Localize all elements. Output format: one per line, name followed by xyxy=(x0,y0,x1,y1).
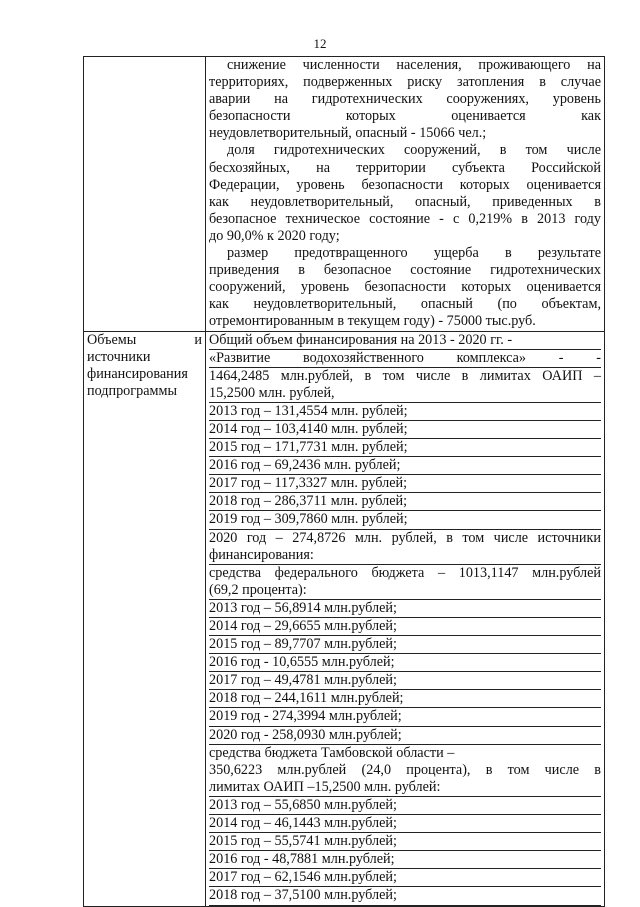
text-line: средства бюджета Тамбовской области – xyxy=(209,744,455,761)
text-line: 2017 год – 49,4781 млн.рублей; xyxy=(209,672,601,690)
text-line: доля гидротехнических сооружений, в том числе xyxy=(227,142,601,159)
text-line: 2016 год - 10,6555 млн.рублей; xyxy=(209,654,601,672)
text-line: размер предотвращенного ущерба в результате xyxy=(227,245,601,262)
text-line: до 90,0% к 2020 году; xyxy=(209,227,340,244)
text-line: финансирования xyxy=(87,365,188,382)
text-line: 2019 год - 274,3994 млн.рублей; xyxy=(209,708,601,726)
passport-table xyxy=(83,56,605,907)
text-line: финансирования: xyxy=(209,547,601,565)
text-line: 2017 год – 117,3327 млн. рублей; xyxy=(209,475,601,493)
text-line: 2018 год – 286,3711 млн. рублей; xyxy=(209,493,601,511)
text-line: Федерации, уровень безопасности которых оценивается xyxy=(209,176,601,193)
text-line: отремонтированным в текущем году) - 75000 тыс.руб. xyxy=(209,313,536,330)
text-line: 2015 год – 171,7731 млн. рублей; xyxy=(209,439,601,457)
text-line: безопасное техническое состояние - с 0,219% в 2013 году xyxy=(209,210,601,227)
row2-left-cell xyxy=(84,331,206,906)
page-number: 12 xyxy=(313,36,327,51)
text-line: территориях, подверженных риску затопления в случае xyxy=(209,74,601,91)
text-line: снижение численности населения, проживающего на xyxy=(227,57,601,73)
text-line: 2020 год – 274,8726 млн. рублей, в том числе источники xyxy=(209,529,601,546)
text-line: 2013 год – 131,4554 млн. рублей; xyxy=(209,403,601,421)
text-line: 2013 год – 56,8914 млн.рублей; xyxy=(209,600,601,618)
text-line: 2016 год – 69,2436 млн. рублей; xyxy=(209,457,601,475)
text-line: лимитах ОАИП –15,2500 млн. рублей: xyxy=(209,779,601,797)
text-line: 15,2500 млн. рублей, xyxy=(209,385,601,403)
text-line: Общий объем финансирования на 2013 - 2020 гг. - xyxy=(209,332,601,350)
text-line: Объемы и xyxy=(87,331,202,348)
text-line: 2014 год – 46,1443 млн.рублей; xyxy=(209,815,601,833)
text-line: приведения в безопасное состояние гидротехнических xyxy=(209,262,601,279)
text-line: 1464,2485 млн.рублей, в том числе в лимитах ОАИП – xyxy=(209,367,601,384)
text-line: 2016 год - 48,7881 млн.рублей; xyxy=(209,851,601,869)
text-line: сооружений, уровень безопасности которых оценивается xyxy=(209,279,601,296)
row1-left-cell xyxy=(84,57,206,332)
text-line: аварии на гидротехнических сооружениях, уровень xyxy=(209,91,601,108)
table-row xyxy=(84,331,605,906)
text-line: 350,6223 млн.рублей (24,0 процента), в том числе в xyxy=(209,761,601,778)
text-line: «Развитие водохозяйственного комплекса» - - xyxy=(209,350,601,368)
text-line: (69,2 процента): xyxy=(209,582,601,600)
text-line: 2020 год - 258,0930 млн.рублей; xyxy=(209,727,601,745)
row1-right-cell xyxy=(206,57,605,332)
text-line: безопасности которых оценивается как xyxy=(209,108,601,125)
text-line: 2017 год – 62,1546 млн.рублей; xyxy=(209,869,601,887)
text-line: средства федерального бюджета – 1013,1147 млн.рублей xyxy=(209,564,601,581)
text-line: 2015 год – 55,5741 млн.рублей; xyxy=(209,833,601,851)
text-line: 2018 год – 244,1611 млн.рублей; xyxy=(209,690,601,708)
text-line: 2019 год – 309,7860 млн. рублей; xyxy=(209,511,601,529)
text-line: 2014 год – 103,4140 млн. рублей; xyxy=(209,421,601,439)
text-line: подпрограммы xyxy=(87,382,177,399)
text-line: 2013 год – 55,6850 млн.рублей; xyxy=(209,797,601,815)
text-line: неудовлетворительный, опасный - 15066 чел.; xyxy=(209,125,487,142)
text-line: источники xyxy=(87,348,151,365)
text-line: как неудовлетворительный, опасный, приведенных в xyxy=(209,193,601,210)
text-line: бесхозяйных, на территории субъекта Российской xyxy=(209,159,601,176)
text-line: 2015 год – 89,7707 млн.рублей; xyxy=(209,636,601,654)
text-line: как неудовлетворительный, опасный (по объектам, xyxy=(209,296,601,313)
table-row xyxy=(84,57,605,332)
text-line: 2014 год – 29,6655 млн.рублей; xyxy=(209,618,601,636)
row2-right-cell xyxy=(206,331,605,906)
text-line: 2018 год – 37,5100 млн.рублей; xyxy=(209,887,601,905)
